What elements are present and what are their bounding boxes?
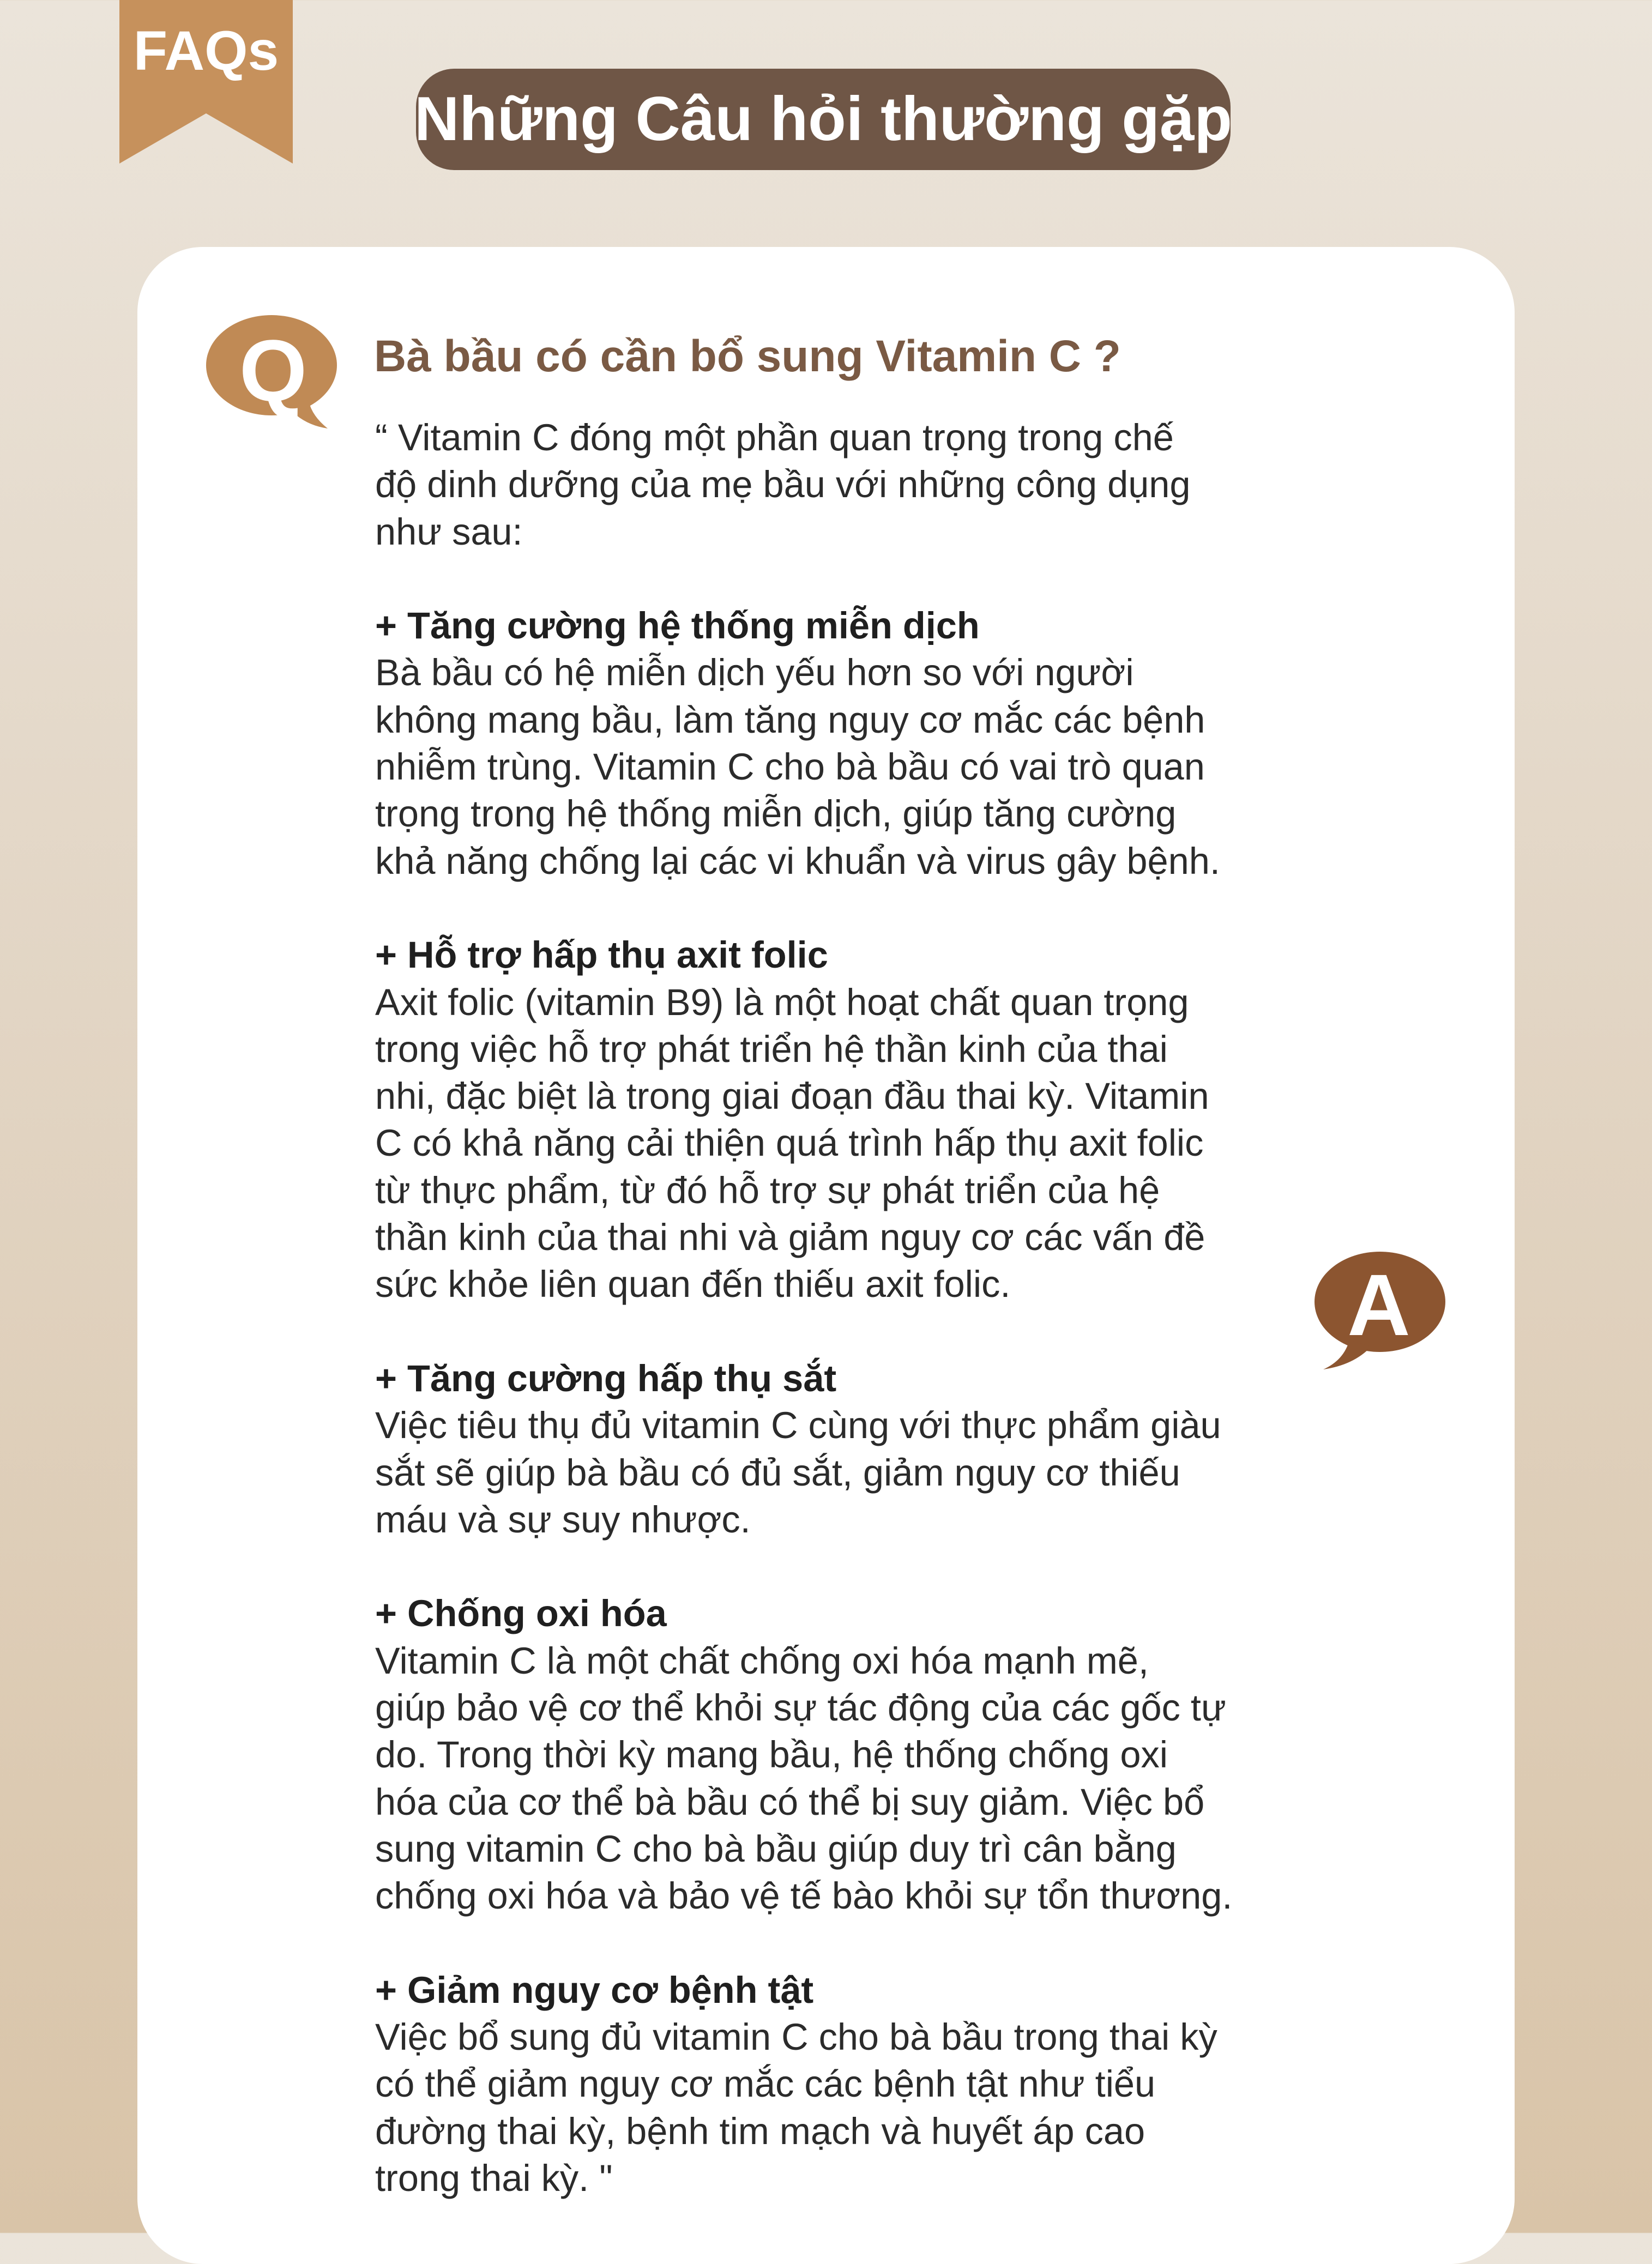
section-line: thần kinh của thai nhi và giảm nguy cơ các vấn đề bbox=[375, 1216, 1205, 1259]
section-line: nhiễm trùng. Vitamin C cho bà bầu có vai trò quan bbox=[375, 746, 1205, 788]
section-line: sức khỏe liên quan đến thiếu axit folic. bbox=[375, 1263, 1011, 1306]
section-line: giúp bảo vệ cơ thể khỏi sự tác động của các gốc tự bbox=[375, 1687, 1226, 1729]
faq-ribbon-label: FAQs bbox=[133, 20, 279, 82]
section-line: khả năng chống lại các vi khuẩn và virus gây bệnh. bbox=[375, 840, 1220, 882]
section-line: trọng trong hệ thống miễn dịch, giúp tăng cường bbox=[375, 793, 1177, 835]
answer-badge bbox=[1311, 1248, 1446, 1374]
section-line: Việc tiêu thụ đủ vitamin C cùng với thực phẩm giàu bbox=[375, 1404, 1221, 1447]
section-line: C có khả năng cải thiện quá trình hấp thụ axit folic bbox=[375, 1122, 1204, 1164]
section-line: Bà bầu có hệ miễn dịch yếu hơn so với người bbox=[375, 651, 1134, 694]
paragraph-gap bbox=[375, 1920, 1291, 1967]
section-line: máu và sự suy nhược. bbox=[375, 1498, 751, 1541]
section-line: sung vitamin C cho bà bầu giúp duy trì cân bằng bbox=[375, 1827, 1177, 1870]
section-line: do. Trong thời kỳ mang bầu, hệ thống chống oxi bbox=[375, 1734, 1168, 1776]
section-line: Việc bổ sung đủ vitamin C cho bà bầu trong thai kỳ bbox=[375, 2016, 1217, 2058]
section-line: chống oxi hóa và bảo vệ tế bào khỏi sự tổn thương. bbox=[375, 1875, 1233, 1917]
section-line: trong thai kỳ. " bbox=[375, 2157, 613, 2199]
question-badge-letter: Q bbox=[239, 322, 308, 419]
section-heading: + Giảm nguy cơ bệnh tật bbox=[375, 1969, 814, 2011]
section-heading: + Tăng cường hệ thống miễn dịch bbox=[375, 605, 980, 647]
section-line: có thể giảm nguy cơ mắc các bệnh tật như tiểu bbox=[375, 2063, 1156, 2105]
page-title-banner bbox=[416, 69, 1231, 170]
section-line: sắt sẽ giúp bà bầu có đủ sắt, giảm nguy cơ thiếu bbox=[375, 1451, 1180, 1494]
section-line: hóa của cơ thể bà bầu có thể bị suy giảm. Việc bổ bbox=[375, 1780, 1205, 1823]
section-line: đường thai kỳ, bệnh tim mạch và huyết áp cao bbox=[375, 2110, 1145, 2152]
paragraph-gap bbox=[375, 556, 1291, 602]
question-badge bbox=[205, 313, 341, 433]
section-heading: + Chống oxi hóa bbox=[375, 1592, 667, 1635]
page-title: Những Câu hỏi thường gặp bbox=[414, 84, 1232, 154]
section-heading: + Hỗ trợ hấp thụ axit folic bbox=[375, 934, 828, 976]
section-heading: + Tăng cường hấp thụ sắt bbox=[375, 1357, 837, 1399]
intro-line: độ dinh dưỡng của mẹ bầu với những công dụng bbox=[375, 463, 1191, 506]
paragraph-gap bbox=[375, 885, 1291, 932]
paragraph-gap bbox=[375, 1543, 1291, 1590]
faq-ribbon bbox=[119, 0, 293, 164]
section-line: từ thực phẩm, từ đó hỗ trợ sự phát triển của hệ bbox=[375, 1169, 1160, 1211]
section-line: Axit folic (vitamin B9) là một hoạt chất quan trọng bbox=[375, 981, 1189, 1023]
section-line: nhi, đặc biệt là trong giai đoạn đầu thai kỳ. Vitamin bbox=[375, 1075, 1209, 1118]
section-line: không mang bầu, làm tăng nguy cơ mắc các bệnh bbox=[375, 698, 1205, 741]
section-line: Vitamin C là một chất chống oxi hóa mạnh mẽ, bbox=[375, 1639, 1149, 1682]
answer-text bbox=[375, 414, 1291, 2202]
intro-line: như sau: bbox=[375, 510, 523, 553]
answer-badge-letter: A bbox=[1347, 1256, 1410, 1354]
question-text: Bà bầu có cần bổ sung Vitamin C ? bbox=[374, 331, 1121, 381]
paragraph-gap bbox=[375, 1308, 1291, 1355]
section-line: trong việc hỗ trợ phát triển hệ thần kinh của thai bbox=[375, 1028, 1168, 1070]
intro-line: “ Vitamin C đóng một phần quan trọng trong chế bbox=[375, 416, 1174, 458]
